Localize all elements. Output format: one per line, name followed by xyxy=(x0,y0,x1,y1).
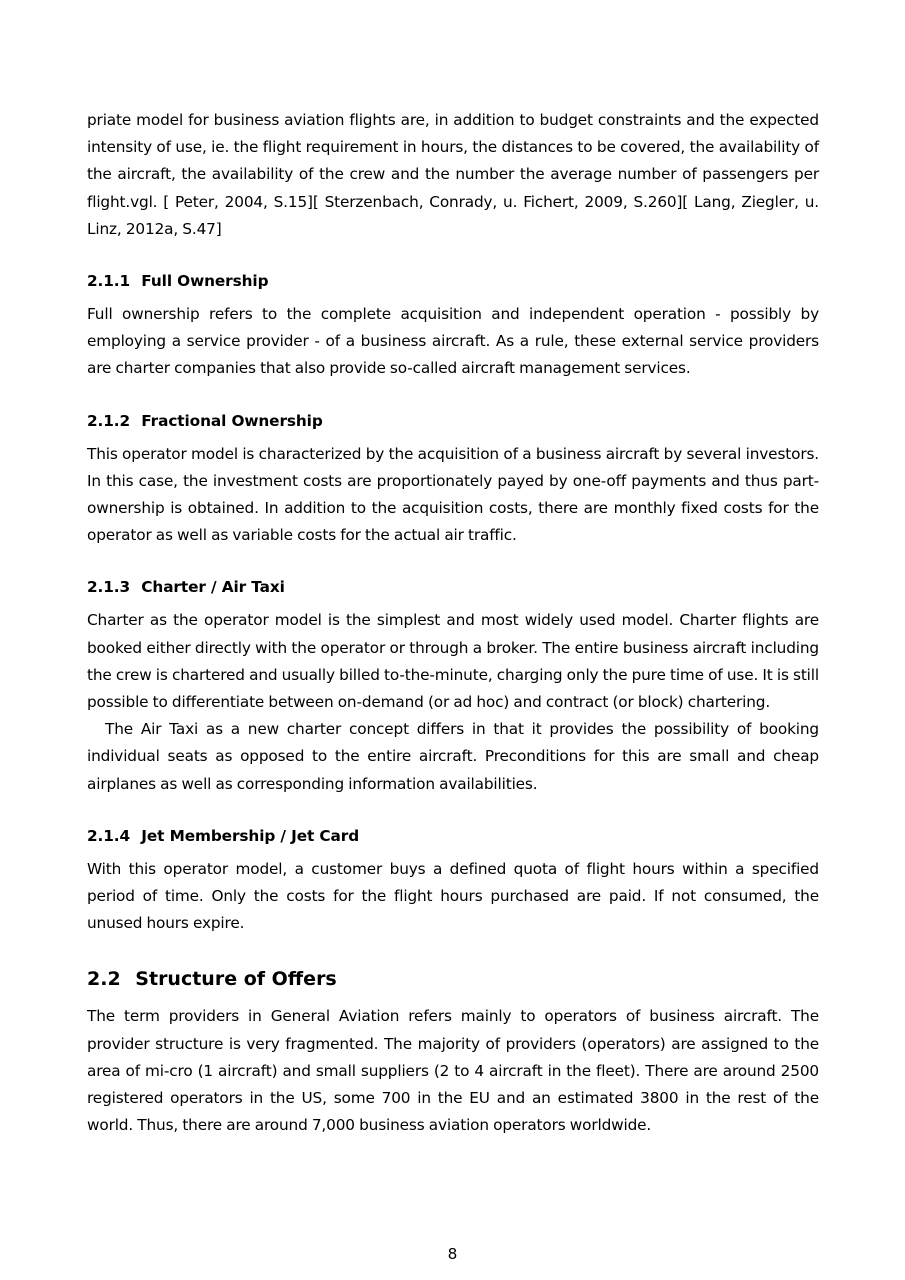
intro-paragraph: priate model for business aviation flights are, in addition to budget constraints and the expected intensity of use, ie. the flight requirement in hours, the distances to be covered, the availability of the aircraft, the availability of the crew and the number the average number of passengers per flight.vgl. [ Peter, 2004, S.15][ Sterzenbach, Conrady, u. Fichert, 2009, S.260][ Lang, Ziegler, u. Linz, 2012a, S.47] xyxy=(87,111,819,238)
subsection-heading-fractional-ownership xyxy=(87,411,819,431)
section-heading-structure-of-offers xyxy=(87,967,819,991)
subsection-heading-full-ownership xyxy=(87,271,819,291)
subsection-number: 2.1.1 xyxy=(87,272,131,291)
page-content xyxy=(87,107,819,1139)
subsection-title: Fractional Ownership xyxy=(141,411,323,430)
section-number: 2.2 xyxy=(87,968,121,991)
subsection-heading-jet-membership xyxy=(87,826,819,846)
fractional-ownership-paragraph: This operator model is characterized by the acquisition of a business aircraft by several investors. In this case, the investment costs are proportionately payed by one-off payments and thus part-ownership is obtained. In addition to the acquisition costs, there are monthly fixed costs for the operator as well as variable costs for the actual air traffic. xyxy=(87,444,819,545)
jet-membership-paragraph: With this operator model, a customer buys a defined quota of flight hours within a specified period of time. Only the costs for the flight hours purchased are paid. If not consumed, the unused hours expire. xyxy=(87,859,819,933)
air-taxi-paragraph: The Air Taxi as a new charter concept differs in that it provides the possibility of booking individual seats as opposed to the entire aircraft. Preconditions for this are small and cheap airplanes as well as corresponding information availabilities. xyxy=(87,720,819,793)
subsection-number: 2.1.2 xyxy=(87,411,131,430)
subsection-number: 2.1.3 xyxy=(87,578,131,597)
subsection-number: 2.1.4 xyxy=(87,826,131,845)
page-number: 8 xyxy=(447,1245,458,1263)
charter-paragraph: Charter as the operator model is the simplest and most widely used model. Charter flights are booked either directly with the operator or through a broker. The entire business aircraft including the crew is chartered and usually billed to-the-minute, charging only the pure time of use. It is still possible to differentiate between on-demand (or ad hoc) and contract (or block) chartering. xyxy=(87,611,819,712)
section-title: Structure of Offers xyxy=(135,968,337,991)
subsection-heading-charter-air-taxi xyxy=(87,577,819,597)
subsection-title: Jet Membership / Jet Card xyxy=(141,826,360,845)
subsection-title: Charter / Air Taxi xyxy=(141,578,285,597)
structure-of-offers-paragraph: The term providers in General Aviation refers mainly to operators of business aircraft. The provider structure is very fragmented. The majority of providers (operators) are assigned to the area of mi-cro (1 aircraft) and small suppliers (2 to 4 aircraft in the fleet). There are around 2500 registered operators in the US, some 700 in the EU and an estimated 3800 in the rest of the world. Thus, there are around 7,000 business aviation operators worldwide. xyxy=(87,1007,819,1135)
full-ownership-paragraph: Full ownership refers to the complete acquisition and independent operation - possibly by employing a service provider - of a business aircraft. As a rule, these external service providers are charter companies that also provide so-called aircraft management services. xyxy=(87,305,819,378)
subsection-title: Full Ownership xyxy=(141,272,269,291)
